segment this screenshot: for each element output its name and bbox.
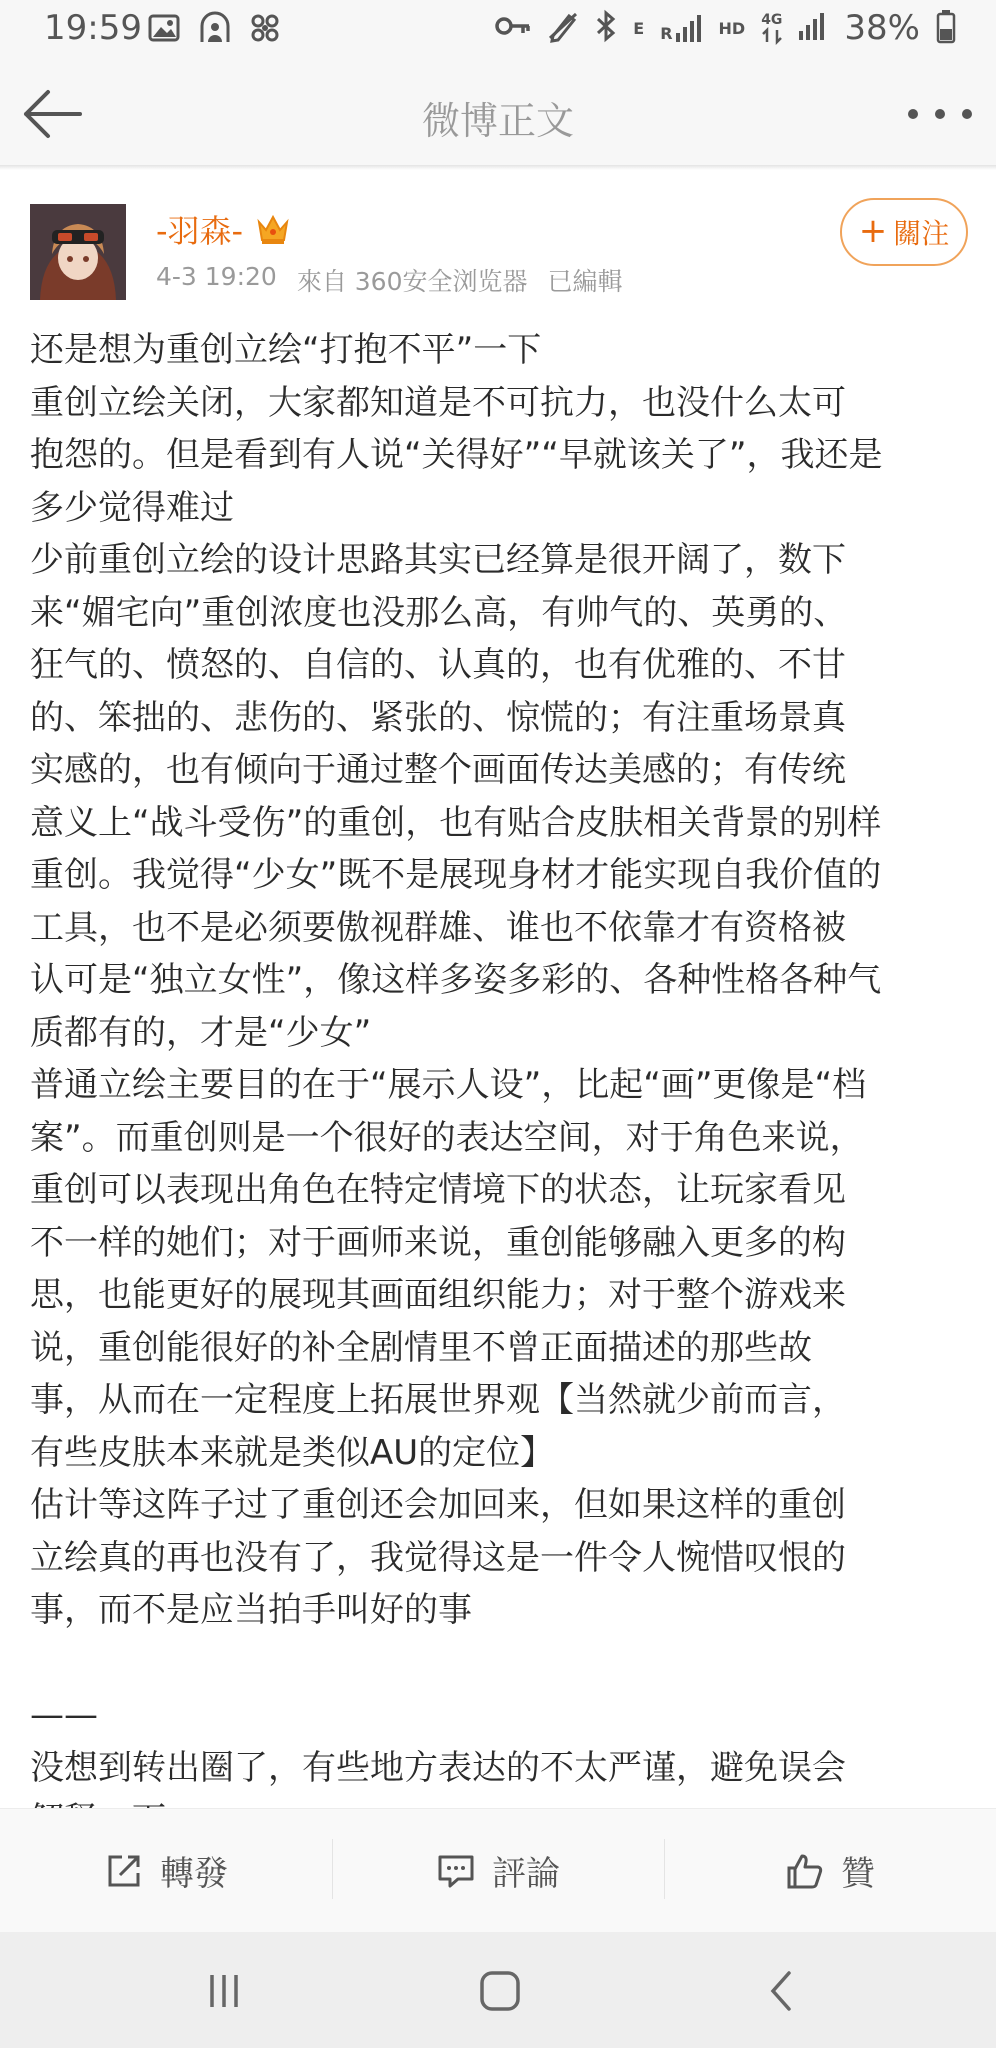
post-text-line: 不一样的她们；对于画师来说，重创能够融入更多的构 (30, 1222, 846, 1263)
like-button[interactable] (664, 1809, 996, 1932)
post-text-line: 还是想为重创立绘“打抱不平”一下 (30, 330, 542, 370)
battery-icon (936, 9, 956, 47)
post-text-line: 工具，也不是必须要傲视群雄、谁也不依靠才有资格被 (30, 907, 846, 948)
post-text-line: 来“媚宅向”重创浓度也没那么高，有帅气的、英勇的、 (30, 592, 848, 633)
author-name-row[interactable] (156, 206, 291, 252)
comment-icon (436, 1851, 476, 1891)
data-4g-icon: 4G (761, 12, 782, 44)
signal-bars-icon (798, 11, 828, 45)
like-label: 贊 (841, 1854, 875, 1894)
post-text-line: 说，重创能很好的补全剧情里不曾正面描述的那些故 (30, 1327, 812, 1368)
post-source: 來自 360安全浏览器 (296, 267, 528, 296)
post-text-line: 立绘真的再也没有了，我觉得这是一件令人惋惜叹恨的 (30, 1537, 846, 1578)
post-text-line (30, 1637, 970, 1690)
post-text-line: 有些皮肤本来就是类似AU的定位】 (30, 1432, 555, 1473)
post-text-line: 的、笨拙的、悲伤的、紧张的、惊慌的；有注重场景真 (30, 697, 846, 738)
post-text-line: 事，而不是应当拍手叫好的事 (30, 1590, 472, 1630)
home-button[interactable] (470, 1966, 530, 2016)
gallery-icon (148, 13, 180, 47)
share-icon (104, 1851, 144, 1891)
post-text-line: 重创可以表现出角色在特定情境下的状态，让玩家看见 (30, 1170, 846, 1210)
comment-label: 評論 (492, 1854, 560, 1894)
more-dots-icon (908, 109, 918, 119)
author-name[interactable]: -羽森- (156, 212, 244, 250)
plus-icon: + (858, 211, 888, 251)
post-text-line: 没想到转出圈了，有些地方表达的不太严谨，避免误会 (30, 1747, 846, 1788)
comment-button[interactable] (332, 1809, 664, 1932)
battery-percent: 38% (844, 8, 920, 48)
post-text-line: 意义上“战斗受伤”的重创，也有贴合皮肤相关背景的别样 (30, 802, 882, 843)
post-text-line: 实感的，也有倾向于通过整个画面传达美感的；有传统 (30, 750, 846, 790)
nav-divider (0, 166, 996, 170)
status-system-icons (495, 8, 956, 48)
signal-r-icon: R (660, 13, 702, 43)
pen-no-signal-icon (547, 10, 579, 46)
key-icon (495, 14, 531, 42)
post-text-line: 普通立绘主要目的在于“展示人设”，比起“画”更像是“档 (30, 1065, 867, 1105)
edited-label: 已編輯 (547, 267, 623, 296)
page-title: 微博正文 (421, 99, 574, 143)
post-text-line: —— (30, 1695, 98, 1735)
post-text-line: 事，从而在一定程度上拓展世界观【当然就少前而言， (30, 1380, 846, 1420)
post-text-line: 思，也能更好的展现其画面组织能力；对于整个游戏来 (30, 1275, 846, 1315)
post-text-line: 多少觉得难过 (30, 487, 234, 528)
lock-person-icon (198, 12, 232, 48)
recent-apps-button[interactable] (194, 1966, 254, 2016)
post-meta (156, 262, 623, 298)
recent-apps-icon (204, 1971, 244, 2011)
post-text-line: 狂气的、愤怒的、自信的、认真的，也有优雅的、不甘 (30, 645, 846, 685)
action-bar (0, 1808, 996, 1932)
fan-icon (250, 13, 280, 47)
bluetooth-icon (595, 10, 617, 46)
post-text-line: 抱怨的。但是看到有人说“关得好”“早就该关了”，我还是 (30, 435, 883, 475)
nav-bar (0, 60, 996, 166)
status-notification-icons (148, 12, 280, 48)
post-text-line: 认可是“独立女性”，像这样多姿多彩的、各种性格各种气 (30, 960, 882, 1000)
crown-icon (255, 212, 291, 246)
post-time: 4-3 19:20 (156, 262, 277, 291)
more-button[interactable] (908, 102, 972, 126)
thumbs-up-icon (785, 1851, 825, 1891)
system-back-button[interactable] (752, 1966, 812, 2016)
follow-button[interactable] (840, 198, 968, 266)
status-bar (0, 0, 996, 60)
chevron-left-icon (767, 1969, 797, 2013)
post-text-line: 少前重创立绘的设计思路其实已经算是很开阔了，数下 (30, 540, 846, 580)
home-icon (478, 1969, 522, 2013)
hd-label: HD (718, 18, 746, 38)
post-text-line: 质都有的，才是“少女” (30, 1012, 372, 1053)
avatar[interactable] (30, 204, 126, 300)
follow-label: 關注 (893, 217, 950, 250)
network-e-label: E (633, 18, 645, 38)
post-text-line: 重创立绘关闭，大家都知道是不可抗力，也没什么太可 (30, 382, 846, 423)
post-text-line: 重创。我觉得“少女”既不是展现身材才能实现自我价值的 (30, 855, 882, 895)
status-time: 19:59 (44, 8, 142, 48)
post-text-line: 估计等这阵子过了重创还会加回来，但如果这样的重创 (30, 1485, 846, 1525)
post-body (30, 324, 970, 1808)
repost-button[interactable] (0, 1809, 332, 1932)
repost-label: 轉發 (160, 1854, 228, 1894)
post-text-line: 案”。而重创则是一个很好的表达空间，对于角色来说， (30, 1117, 864, 1158)
system-nav-bar (0, 1932, 996, 2048)
